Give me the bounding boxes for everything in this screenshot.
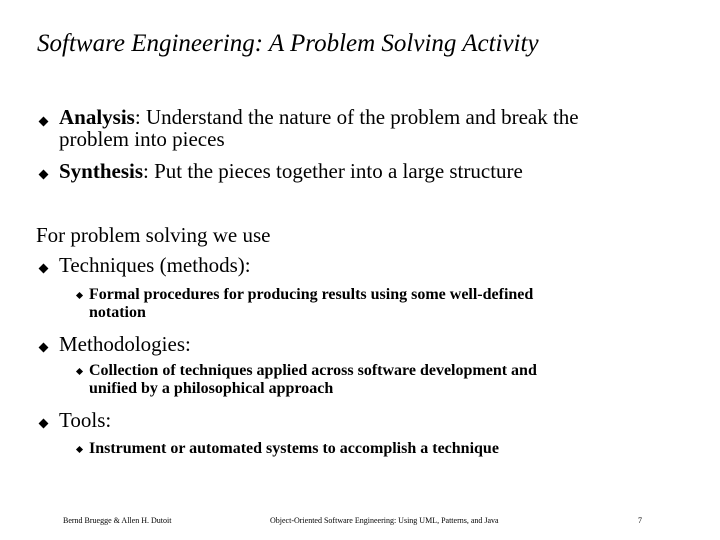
small-diamond-bullet-icon <box>76 368 83 375</box>
diamond-bullet-icon <box>39 117 49 127</box>
footer-book-title: Object-Oriented Software Engineering: Using UML, Patterns, and Java <box>270 516 499 525</box>
bullet-analysis: Analysis: Understand the nature of the problem and break the <box>59 105 579 129</box>
term-analysis: Analysis <box>59 105 135 129</box>
sub-techniques-cont: notation <box>89 304 146 321</box>
bullet-analysis-cont: problem into pieces <box>59 127 225 151</box>
diamond-bullet-icon <box>39 264 49 274</box>
sub-tools: Instrument or automated systems to accomplish a technique <box>89 440 499 457</box>
sub-techniques: Formal procedures for producing results using some well-defined <box>89 286 534 303</box>
diamond-bullet-icon <box>39 419 49 429</box>
diamond-bullet-icon <box>39 343 49 353</box>
intro-text: For problem solving we use <box>36 223 271 247</box>
item-methodologies: Methodologies: <box>59 332 191 356</box>
sub-methodologies-cont: unified by a philosophical approach <box>89 380 334 397</box>
small-diamond-bullet-icon <box>76 446 83 453</box>
sub-methodologies: Collection of techniques applied across software development and <box>89 362 537 379</box>
item-techniques: Techniques (methods): <box>59 253 251 277</box>
term-synthesis: Synthesis <box>59 159 144 183</box>
diamond-bullet-icon <box>39 170 49 180</box>
footer-authors: Bernd Bruegge & Allen H. Dutoit <box>63 516 172 525</box>
footer-page-number: 7 <box>638 516 642 525</box>
bullet-synthesis: Synthesis: Put the pieces together into a large structure <box>59 159 523 183</box>
item-tools: Tools: <box>59 408 112 432</box>
slide-title: Software Engineering: A Problem Solving Activity <box>37 30 539 57</box>
small-diamond-bullet-icon <box>76 292 83 299</box>
